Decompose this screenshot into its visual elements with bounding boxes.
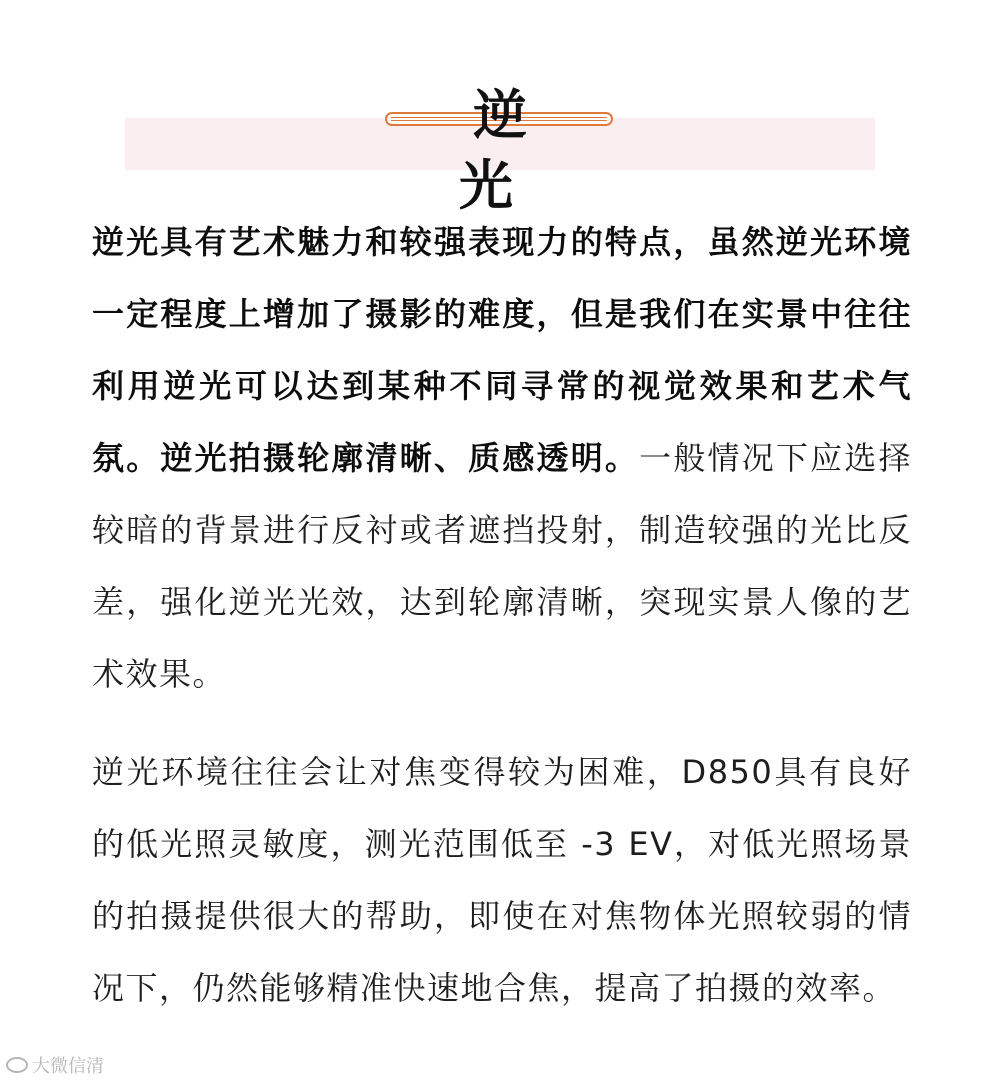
- paragraph-1: [92, 206, 912, 710]
- watermark-logo-icon: [6, 1057, 28, 1073]
- paragraph-1-bold-text: 逆光具有艺术魅力和较强表现力的特点，虽然逆光环境一定程度上增加了摄影的难度，但是我们在实景中往往利用逆光可以达到某种不同寻常的视觉效果和艺术气氛。逆光拍摄轮廓清晰、质感透明。: [92, 223, 912, 477]
- paragraph-2: [92, 736, 912, 1024]
- watermark-text: 大微信清: [32, 1056, 104, 1077]
- paragraph-1-text: 一般情况下应选择较暗的背景进行反衬或者遮挡投射，制造较强的光比反差，强化逆光光效，达到轮廓清晰，突现实景人像的艺术效果。: [92, 439, 912, 693]
- watermark: [6, 1052, 104, 1078]
- paragraph-2-text: 逆光环境往往会让对焦变得较为困难，D850具有良好的低光照灵敏度，测光范围低至 -3 EV，对低光照场景的拍摄提供很大的帮助，即使在对焦物体光照较弱的情况下，仍然能够精准快速地合焦，提高了拍摄的效率。: [92, 753, 912, 1007]
- page-title: 逆 光: [459, 83, 555, 217]
- article-body: [92, 206, 912, 1024]
